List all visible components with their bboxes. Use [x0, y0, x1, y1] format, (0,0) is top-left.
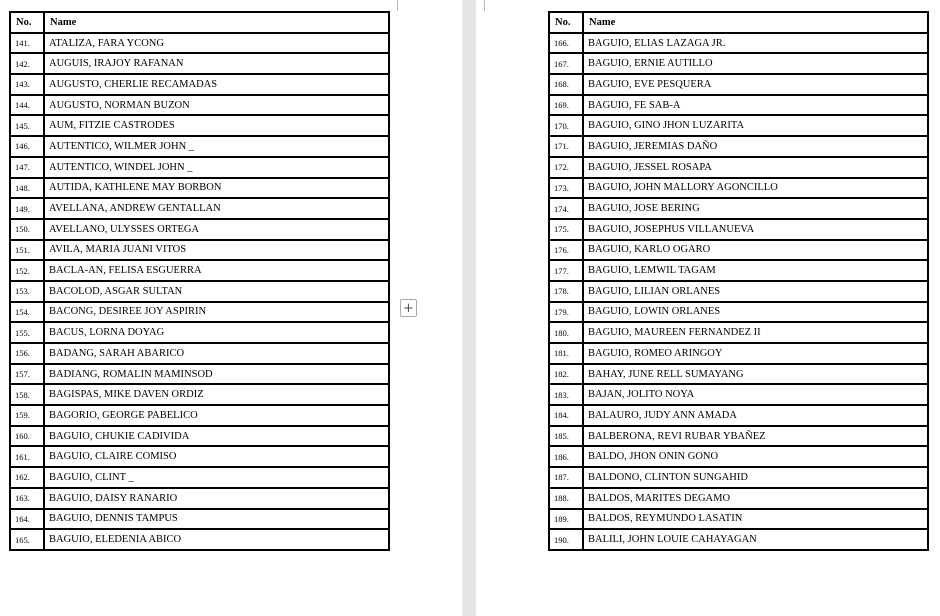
row-number: 173.: [549, 178, 583, 199]
table-row: [10, 446, 389, 467]
table-row: [10, 529, 389, 550]
row-number: 167.: [549, 53, 583, 74]
row-number: 163.: [10, 488, 44, 509]
row-number: 154.: [10, 302, 44, 323]
row-number: 147.: [10, 157, 44, 178]
person-name: BAGUIO, CLAIRE COMISO: [44, 446, 389, 467]
row-number: 168.: [549, 74, 583, 95]
row-number: 143.: [10, 74, 44, 95]
person-name: BAGUIO, GINO JHON LUZARITA: [583, 115, 928, 136]
row-number: 175.: [549, 219, 583, 240]
table-row: [10, 74, 389, 95]
table-row: [10, 488, 389, 509]
person-name: AUGUIS, IRAJOY RAFANAN: [44, 53, 389, 74]
row-number: 186.: [549, 446, 583, 467]
row-number: 144.: [10, 95, 44, 116]
row-number: 162.: [10, 467, 44, 488]
table-row: [10, 95, 389, 116]
row-number: 169.: [549, 95, 583, 116]
person-name: BAGUIO, JESSEL ROSAPA: [583, 157, 928, 178]
person-name: BALILI, JOHN LOUIE CAHAYAGAN: [583, 529, 928, 550]
row-number: 166.: [549, 33, 583, 54]
person-name: BALDO, JHON ONIN GONO: [583, 446, 928, 467]
person-name: BAHAY, JUNE RELL SUMAYANG: [583, 364, 928, 385]
table-row: [10, 343, 389, 364]
row-number: 145.: [10, 115, 44, 136]
person-name: BAGUIO, ELIAS LAZAGA JR.: [583, 33, 928, 54]
row-number: 164.: [10, 509, 44, 530]
row-number: 146.: [10, 136, 44, 157]
row-number: 171.: [549, 136, 583, 157]
table-row: [549, 115, 928, 136]
person-name: BAGUIO, CLINT _: [44, 467, 389, 488]
table-row: [549, 240, 928, 261]
row-number: 178.: [549, 281, 583, 302]
table-row: [10, 240, 389, 261]
column-header-no: No.: [10, 12, 44, 33]
row-number: 185.: [549, 426, 583, 447]
table-row: [549, 384, 928, 405]
row-number: 148.: [10, 178, 44, 199]
person-name: BAGORIO, GEORGE PABELICO: [44, 405, 389, 426]
person-name: BALDOS, REYMUNDO LASATIN: [583, 509, 928, 530]
person-name: BAGUIO, LILIAN ORLANES: [583, 281, 928, 302]
page-corner-mark: [397, 0, 406, 11]
table-row: [10, 322, 389, 343]
table-row: [549, 136, 928, 157]
row-number: 174.: [549, 198, 583, 219]
person-name: BAJAN, JOLITO NOYA: [583, 384, 928, 405]
person-name: BALAURO, JUDY ANN AMADA: [583, 405, 928, 426]
table-row: [549, 219, 928, 240]
person-name: BALDONO, CLINTON SUNGAHID: [583, 467, 928, 488]
table-row: [549, 405, 928, 426]
table-row: [549, 364, 928, 385]
person-name: BACOLOD, ASGAR SULTAN: [44, 281, 389, 302]
column-header-name: Name: [583, 12, 928, 33]
row-number: 190.: [549, 529, 583, 550]
person-name: BAGUIO, FE SAB-A: [583, 95, 928, 116]
table-row: [10, 509, 389, 530]
person-name: BAGUIO, JOSE BERING: [583, 198, 928, 219]
person-name: AVELLANA, ANDREW GENTALLAN: [44, 198, 389, 219]
table-row: [10, 260, 389, 281]
table-row: [10, 384, 389, 405]
row-number: 181.: [549, 343, 583, 364]
column-header-name: Name: [44, 12, 389, 33]
table-row: [549, 467, 928, 488]
table-row: [549, 260, 928, 281]
person-name: ATALIZA, FARA YCONG: [44, 33, 389, 54]
table-row: [10, 53, 389, 74]
row-number: 153.: [10, 281, 44, 302]
table-row: [10, 467, 389, 488]
row-number: 158.: [10, 384, 44, 405]
row-number: 159.: [10, 405, 44, 426]
person-name: AUGUSTO, NORMAN BUZON: [44, 95, 389, 116]
table-header-row: [10, 12, 389, 33]
person-name: BAGUIO, ERNIE AUTILLO: [583, 53, 928, 74]
table-row: [10, 426, 389, 447]
table-row: [549, 509, 928, 530]
person-name: BAGUIO, MAUREEN FERNANDEZ II: [583, 322, 928, 343]
person-name: AUTENTICO, WINDEL JOHN _: [44, 157, 389, 178]
document-page-left: [0, 0, 462, 616]
roster-table-left: [9, 11, 390, 551]
table-header-row: [549, 12, 928, 33]
person-name: AUTENTICO, WILMER JOHN _: [44, 136, 389, 157]
row-number: 172.: [549, 157, 583, 178]
person-name: BAGUIO, KARLO OGARO: [583, 240, 928, 261]
person-name: AVILA, MARIA JUANI VITOS: [44, 240, 389, 261]
table-row: [549, 33, 928, 54]
table-row: [549, 178, 928, 199]
table-row: [10, 364, 389, 385]
table-row: [549, 95, 928, 116]
row-number: 189.: [549, 509, 583, 530]
row-number: 149.: [10, 198, 44, 219]
table-row: [10, 405, 389, 426]
row-number: 183.: [549, 384, 583, 405]
person-name: BAGUIO, DENNIS TAMPUS: [44, 509, 389, 530]
person-name: BAGUIO, LEMWIL TAGAM: [583, 260, 928, 281]
row-number: 170.: [549, 115, 583, 136]
row-number: 165.: [10, 529, 44, 550]
person-name: BALBERONA, REVI RUBAR YBAÑEZ: [583, 426, 928, 447]
column-header-no: No.: [549, 12, 583, 33]
table-row: [10, 178, 389, 199]
row-number: 179.: [549, 302, 583, 323]
table-row: [549, 322, 928, 343]
table-row: [10, 115, 389, 136]
person-name: BACLA-AN, FELISA ESGUERRA: [44, 260, 389, 281]
row-number: 157.: [10, 364, 44, 385]
roster-table-right: [548, 11, 929, 551]
table-row: [10, 157, 389, 178]
table-row: [549, 74, 928, 95]
table-row: [10, 136, 389, 157]
person-name: BAGUIO, ROMEO ARINGOY: [583, 343, 928, 364]
person-name: BAGUIO, JEREMIAS DAÑO: [583, 136, 928, 157]
row-number: 177.: [549, 260, 583, 281]
row-number: 182.: [549, 364, 583, 385]
document-page-right: [476, 0, 940, 616]
table-row: [549, 198, 928, 219]
person-name: BAGUIO, CHUKIE CADIVIDA: [44, 426, 389, 447]
person-name: AUM, FITZIE CASTRODES: [44, 115, 389, 136]
row-number: 161.: [10, 446, 44, 467]
row-number: 151.: [10, 240, 44, 261]
table-row: [549, 446, 928, 467]
table-row: [10, 219, 389, 240]
row-number: 156.: [10, 343, 44, 364]
table-row: [549, 343, 928, 364]
table-row: [549, 302, 928, 323]
row-number: 184.: [549, 405, 583, 426]
row-number: 141.: [10, 33, 44, 54]
row-number: 150.: [10, 219, 44, 240]
person-name: BAGISPAS, MIKE DAVEN ORDIZ: [44, 384, 389, 405]
row-number: 180.: [549, 322, 583, 343]
row-number: 155.: [10, 322, 44, 343]
person-name: BAGUIO, DAISY RANARIO: [44, 488, 389, 509]
row-number: 160.: [10, 426, 44, 447]
table-row: [549, 281, 928, 302]
page-corner-mark: [476, 0, 485, 11]
person-name: BADANG, SARAH ABARICO: [44, 343, 389, 364]
person-name: BAGUIO, ELEDENIA ABICO: [44, 529, 389, 550]
table-row: [10, 33, 389, 54]
person-name: BAGUIO, LOWIN ORLANES: [583, 302, 928, 323]
person-name: AUGUSTO, CHERLIE RECAMADAS: [44, 74, 389, 95]
table-row: [10, 198, 389, 219]
row-number: 188.: [549, 488, 583, 509]
table-row: [10, 281, 389, 302]
person-name: BAGUIO, JOHN MALLORY AGONCILLO: [583, 178, 928, 199]
person-name: BALDOS, MARITES DEGAMO: [583, 488, 928, 509]
plus-icon: +: [403, 300, 414, 316]
person-name: AVELLANO, ULYSSES ORTEGA: [44, 219, 389, 240]
add-row-button[interactable]: [400, 299, 417, 317]
person-name: BACUS, LORNA DOYAG: [44, 322, 389, 343]
table-row: [549, 529, 928, 550]
row-number: 152.: [10, 260, 44, 281]
person-name: BACONG, DESIREE JOY ASPIRIN: [44, 302, 389, 323]
table-row: [549, 53, 928, 74]
table-row: [10, 302, 389, 323]
row-number: 187.: [549, 467, 583, 488]
table-row: [549, 426, 928, 447]
row-number: 176.: [549, 240, 583, 261]
person-name: AUTIDA, KATHLENE MAY BORBON: [44, 178, 389, 199]
table-row: [549, 488, 928, 509]
person-name: BADIANG, ROMALIN MAMINSOD: [44, 364, 389, 385]
table-row: [549, 157, 928, 178]
person-name: BAGUIO, JOSEPHUS VILLANUEVA: [583, 219, 928, 240]
row-number: 142.: [10, 53, 44, 74]
person-name: BAGUIO, EVE PESQUERA: [583, 74, 928, 95]
